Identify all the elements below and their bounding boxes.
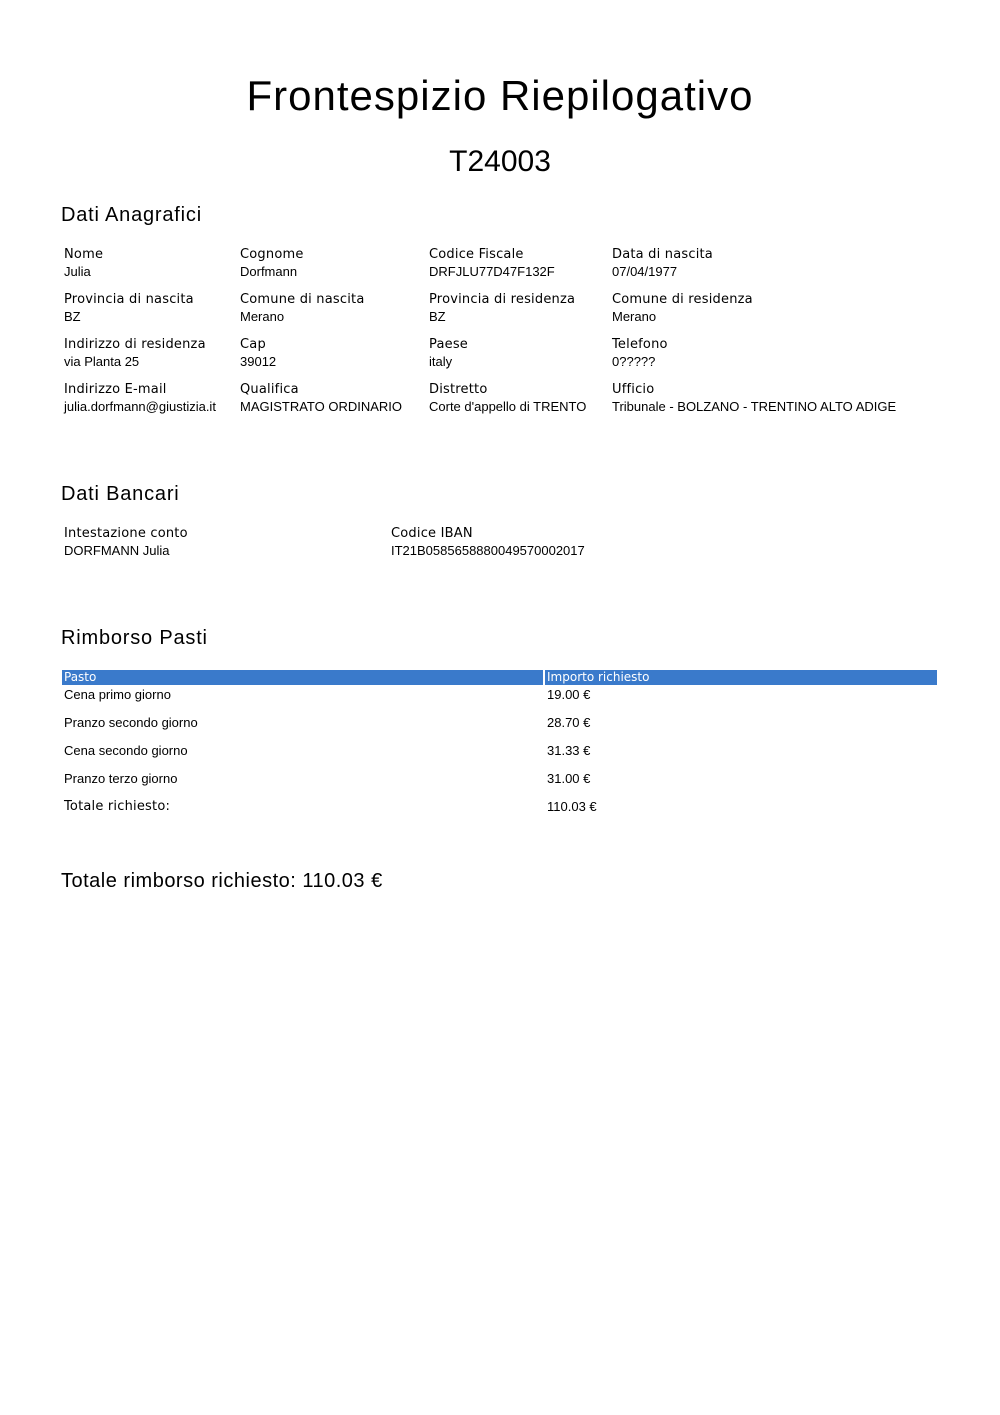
document-title: Frontespizio Riepilogativo xyxy=(246,72,754,119)
field-value: Dorfmann xyxy=(240,264,298,279)
field-paese xyxy=(429,336,468,370)
section-title-bancari: Dati Bancari xyxy=(61,483,180,505)
field-intestazione-conto xyxy=(64,525,188,559)
field-label: Qualifica xyxy=(240,382,299,397)
field-value: MAGISTRATO ORDINARIO xyxy=(240,399,403,414)
field-label: Intestazione conto xyxy=(64,526,188,541)
field-value: 39012 xyxy=(240,354,277,369)
field-value: DORFMANN Julia xyxy=(64,543,170,558)
field-indirizzo-di-residenza xyxy=(64,336,206,370)
field-value: BZ xyxy=(429,309,446,324)
cell-importo: 31.33 € xyxy=(547,743,591,758)
field-label: Comune di residenza xyxy=(612,292,753,307)
field-label: Distretto xyxy=(429,382,488,397)
field-cognome xyxy=(240,246,304,280)
cell-importo: 28.70 € xyxy=(547,715,591,730)
field-telefono xyxy=(612,336,668,370)
field-label: Ufficio xyxy=(612,382,655,397)
field-value: IT21B0585658880049570002017 xyxy=(391,543,585,558)
field-value: via Planta 25 xyxy=(64,354,140,369)
field-ufficio xyxy=(612,381,896,415)
field-label: Codice IBAN xyxy=(391,526,473,541)
cell-pasto: Pranzo secondo giorno xyxy=(64,715,198,730)
field-codice-fiscale xyxy=(429,246,555,280)
field-value: Julia xyxy=(64,264,91,279)
field-label: Nome xyxy=(64,247,104,262)
table-row xyxy=(0,714,1000,734)
field-label: Paese xyxy=(429,337,468,352)
field-provincia-di-residenza xyxy=(429,291,575,325)
field-value: Merano xyxy=(612,309,657,324)
field-label: Provincia di nascita xyxy=(64,292,194,307)
field-value: Merano xyxy=(240,309,285,324)
field-label: Data di nascita xyxy=(612,247,713,262)
field-value: Tribunale - BOLZANO - TRENTINO ALTO ADIGE xyxy=(612,399,897,414)
total-label: Totale richiesto: xyxy=(64,799,171,814)
field-label: Provincia di residenza xyxy=(429,292,576,307)
field-data-di-nascita xyxy=(612,246,713,280)
total-importo: 110.03 € xyxy=(547,799,597,814)
field-value: Corte d'appello di TRENTO xyxy=(429,399,587,414)
field-codice-iban xyxy=(391,525,585,559)
column-header-pasto: Pasto xyxy=(62,670,543,685)
field-value: DRFJLU77D47F132F xyxy=(429,264,555,279)
grand-total: Totale rimborso richiesto: 110.03 € xyxy=(61,870,383,892)
field-label: Indirizzo di residenza xyxy=(64,337,206,352)
cell-importo: 31.00 € xyxy=(547,771,591,786)
field-value: italy xyxy=(429,354,453,369)
field-value: 0????? xyxy=(612,354,656,369)
field-distretto xyxy=(429,381,586,415)
field-label: Comune di nascita xyxy=(240,292,365,307)
field-comune-di-nascita xyxy=(240,291,365,325)
cell-pasto: Cena secondo giorno xyxy=(64,743,188,758)
field-label: Cap xyxy=(240,337,266,352)
table-total-row xyxy=(0,798,1000,818)
field-label: Codice Fiscale xyxy=(429,247,524,262)
field-value: 07/04/1977 xyxy=(612,264,678,279)
cell-pasto: Pranzo terzo giorno xyxy=(64,771,178,786)
field-qualifica xyxy=(240,381,402,415)
document-code: T24003 xyxy=(449,145,551,178)
field-label: Cognome xyxy=(240,247,304,262)
field-indirizzo-email xyxy=(64,381,216,415)
field-nome xyxy=(64,246,103,280)
field-label: Telefono xyxy=(612,337,668,352)
field-provincia-di-nascita xyxy=(64,291,194,325)
cell-importo: 19.00 € xyxy=(547,687,591,702)
field-cap xyxy=(240,336,276,370)
column-header-importo: Importo richiesto xyxy=(545,670,937,685)
section-title-anagrafica: Dati Anagrafici xyxy=(61,204,202,226)
section-title-pasti: Rimborso Pasti xyxy=(61,627,208,649)
table-row xyxy=(0,686,1000,706)
table-row xyxy=(0,742,1000,762)
field-comune-di-residenza xyxy=(612,291,753,325)
cell-pasto: Cena primo giorno xyxy=(64,687,171,702)
field-value: julia.dorfmann@giustizia.it xyxy=(64,399,216,414)
table-row xyxy=(0,770,1000,790)
field-label: Indirizzo E-mail xyxy=(64,382,167,397)
field-value: BZ xyxy=(64,309,81,324)
table-header xyxy=(62,670,937,685)
